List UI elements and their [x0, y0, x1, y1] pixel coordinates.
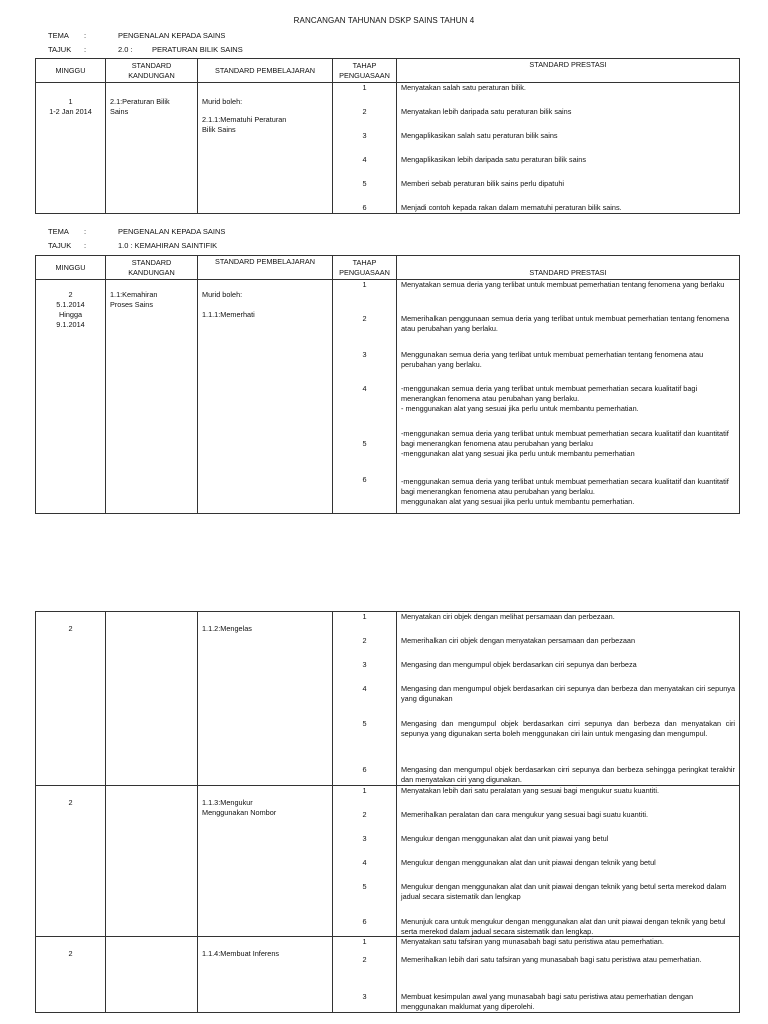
- level-number: 1: [362, 785, 367, 795]
- week-number: 2: [68, 290, 73, 299]
- tajuk-number: 2.0 :: [118, 45, 133, 54]
- level-text: Mengukur dengan menggunakan alat dan unit piawai dengan teknik yang betul serta merekod dalam jadual secara sistematik dan lengkap: [401, 881, 727, 901]
- tema-label: TEMA: [48, 31, 69, 40]
- week-start: 5.1.2014: [56, 299, 85, 309]
- week-end: 9.1.2014: [56, 319, 85, 329]
- level-number: 3: [362, 992, 367, 1002]
- level-text: Menyatakan salah satu peraturan bilik.: [401, 83, 526, 92]
- level-text: [401, 477, 735, 507]
- level-number: 6: [362, 765, 367, 774]
- week-cell: [36, 83, 106, 214]
- tajuk-sep: :: [84, 45, 87, 54]
- level-number: 6: [362, 475, 367, 484]
- header-minggu: MINGGU: [36, 59, 106, 83]
- level-text: Menjadi contoh kepada rakan dalam mematuhi peraturan bilik sains.: [401, 203, 622, 212]
- level-number: 6: [362, 203, 367, 212]
- week-cell: [36, 612, 106, 786]
- table-row: [36, 785, 740, 937]
- level-number-cell: [333, 280, 397, 514]
- header-prestasi: STANDARD PRESTASI: [397, 59, 740, 83]
- level-text: Menyatakan lebih dari satu peralatan yang sesuai bagi mengukur suatu kuantiti.: [401, 785, 659, 795]
- level-text: Mengukur dengan menggunakan alat dan unit piawai dengan teknik yang betul: [401, 857, 656, 867]
- level-number: 4: [362, 155, 367, 164]
- level-number: 3: [362, 833, 367, 843]
- level-number: 5: [362, 719, 367, 728]
- week-cell: [36, 785, 106, 937]
- level-text: Menunjuk cara untuk mengukur dengan menggunakan alat dan unit piawai dengan teknik yang betul serta merekod dalam jadual secara sistematik dan lengkap.: [401, 916, 726, 936]
- header-kandungan: [106, 59, 198, 83]
- level-number: 4: [362, 384, 367, 393]
- level-text: Memberi sebab peraturan bilik sains perlu dipatuhi: [401, 179, 565, 188]
- header-kandungan-line2: KANDUNGAN: [128, 70, 175, 80]
- document-title: RANCANGAN TAHUNAN DSKP SAINS TAHUN 4: [293, 16, 475, 25]
- pembelajaran-cell: [198, 785, 333, 937]
- section3-table: [35, 611, 740, 1013]
- level-number: 3: [362, 131, 367, 140]
- level-text: Menyatakan lebih daripada satu peraturan bilik sains: [401, 107, 572, 116]
- level-number: 2: [362, 314, 367, 323]
- header-tahap-line1: TAHAP: [352, 60, 377, 70]
- level-text-cell: [397, 83, 740, 214]
- level-text: Mengaplikasikan lebih daripada satu peraturan bilik sains: [401, 155, 586, 164]
- kandungan-cell: [106, 280, 198, 514]
- kandungan-line2: Sains: [110, 106, 129, 116]
- table-row: [36, 612, 740, 786]
- pembelajaran-line1: 1.1.1:Memerhati: [202, 309, 255, 319]
- week-date: 1-2 Jan 2014: [49, 106, 92, 116]
- header-minggu: MINGGU: [36, 256, 106, 280]
- level-text: Mengasing dan mengumpul objek berdasarkan ciri sepunya dan berbeza: [401, 660, 637, 669]
- level-number: 2: [362, 809, 367, 819]
- kandungan-line1: 2.1:Peraturan Bilik: [110, 97, 170, 106]
- pembelajaran-intro: Murid boleh:: [202, 97, 243, 106]
- header-tahap-line2: PENGUASAAN: [339, 70, 390, 80]
- level-text: Membuat kesimpulan awal yang munasabah bagi satu peristiwa atau pemerhatian dengan menggunakan maklumat yang diperolehi.: [401, 992, 694, 1012]
- week-number: 2: [68, 949, 73, 959]
- pembelajaran-line1: 2.1.1:Mematuhi Peraturan: [202, 114, 287, 124]
- level-text-line: - menggunakan alat yang sesuai jika perlu untuk membantu pemerhatian.: [401, 403, 639, 413]
- level-text: Mengaplikasikan salah satu peraturan bilik sains: [401, 131, 558, 140]
- level-text: Mengukur dengan menggunakan alat dan unit piawai yang betul: [401, 833, 609, 843]
- tajuk-sep: :: [84, 241, 87, 250]
- tema-sep: :: [84, 227, 87, 236]
- level-text: Memerihalkan penggunaan semua deria yang terlibat untuk membuat pemerhatian tentang fenomena atau perubahan yang berlaku.: [401, 314, 730, 333]
- level-text: Memerihalkan peralatan dan cara mengukur yang sesuai bagi suatu kuantiti.: [401, 809, 649, 819]
- level-text: Menyatakan satu tafsiran yang munasabah bagi satu peristiwa atau pemerhatian.: [401, 937, 664, 947]
- week-number: 2: [68, 797, 73, 807]
- tajuk-value: 1.0 : KEMAHIRAN SAINTIFIK: [118, 241, 218, 250]
- kandungan-cell: [106, 83, 198, 214]
- level-number: 3: [362, 350, 367, 359]
- week-number: 2: [68, 624, 73, 633]
- tajuk-label: TAJUK: [48, 241, 72, 250]
- tema-value: PENGENALAN KEPADA SAINS: [118, 31, 226, 40]
- level-number: 3: [362, 660, 367, 669]
- pembelajaran-intro: Murid boleh:: [202, 290, 243, 299]
- level-text-line: -menggunakan semua deria yang terlibat untuk membuat pemerhatian secara kualitatif dan kuantitatif bagi menerangkan fenomena atau perubahan yang berlaku: [401, 429, 729, 448]
- pembelajaran-cell: [198, 612, 333, 786]
- week-hingga: Hingga: [58, 309, 83, 319]
- level-text: [401, 384, 735, 429]
- level-number: 2: [362, 107, 367, 116]
- pembelajaran-line1: 1.1.2:Mengelas: [202, 624, 252, 633]
- week-number: 1: [68, 97, 73, 106]
- header-kandungan-line1: STANDARD: [131, 257, 172, 267]
- header-kandungan: [106, 256, 198, 280]
- level-number: 1: [362, 612, 367, 621]
- level-number: 4: [362, 684, 367, 693]
- level-number-cell: [333, 937, 397, 1013]
- header-tahap-line1: TAHAP: [352, 257, 377, 267]
- level-number: 1: [362, 83, 367, 92]
- level-number: 6: [362, 916, 367, 926]
- level-text-line: -menggunakan semua deria yang terlibat untuk membuat pemerhatian secara kualitatif dan kuantitatif bagi menerangkan fenomena atau perubahan yang berlaku.: [401, 477, 729, 496]
- pembelajaran-cell: [198, 937, 333, 1013]
- header-prestasi: STANDARD PRESTASI: [397, 256, 740, 280]
- header-kandungan-line2: KANDUNGAN: [128, 267, 175, 277]
- level-number: 1: [362, 280, 367, 289]
- level-text-cell: [397, 937, 740, 1013]
- section1-table: [35, 58, 740, 214]
- kandungan-line1: 1.1:Kemahiran: [110, 290, 158, 299]
- pembelajaran-line2: Bilik Sains: [202, 124, 236, 134]
- level-number: 5: [362, 439, 367, 448]
- level-text: Memerihalkan ciri objek dengan menyatakan persamaan dan perbezaan: [401, 636, 636, 645]
- level-text: Menyatakan semua deria yang terlibat untuk membuat pemerhatian tentang fenomena yang berlaku: [401, 280, 725, 289]
- header-kandungan-line1: STANDARD: [131, 60, 172, 70]
- level-text: Mengasing dan mengumpul objek berdasarkan cirri sepunya dan berbeza dan menyatakan ciri sepunya yang digunakan serta boleh menggunakan ciri lain untuk mengasing dan mengumpul.: [401, 719, 735, 738]
- pembelajaran-cell: [198, 83, 333, 214]
- tajuk-value: PERATURAN BILIK SAINS: [152, 45, 243, 54]
- week-cell: [36, 937, 106, 1013]
- level-number: 5: [362, 179, 367, 188]
- tema-sep: :: [84, 31, 87, 40]
- level-number: 5: [362, 881, 367, 891]
- header-tahap: [333, 256, 397, 280]
- level-text: Mengasing dan mengumpul objek berdasarkan ciri sepunya dan berbeza dan menyatakan ciri sepunya yang digunakan: [401, 684, 735, 703]
- pembelajaran-line1: 1.1.4:Membuat Inferens: [202, 949, 280, 959]
- kandungan-cell: [106, 785, 198, 937]
- level-number: 2: [362, 955, 367, 965]
- week-cell: [36, 280, 106, 514]
- level-text: Mengasing dan mengumpul objek berdasarkan cirri sepunya dan berbeza sehingga peringkat terakhir dan menyatakan ciri yang digunakan.: [401, 765, 735, 784]
- level-number-cell: [333, 612, 397, 786]
- level-text-line: -menggunakan semua deria yang terlibat untuk membuat pemerhatian secara kualitatif bagi menerangkan fenomena atau perubahan yang berlaku.: [401, 384, 698, 403]
- tema-label: TEMA: [48, 227, 69, 236]
- level-text: [401, 429, 735, 477]
- level-text: Menyatakan ciri objek dengan melihat persamaan dan perbezaan.: [401, 612, 615, 621]
- kandungan-line2: Proses Sains: [110, 299, 153, 309]
- table-row: [36, 937, 740, 1013]
- level-number: 2: [362, 636, 367, 645]
- header-pembelajaran: STANDARD PEMBELAJARAN: [198, 59, 333, 83]
- level-number: 4: [362, 857, 367, 867]
- tema-value: PENGENALAN KEPADA SAINS: [118, 227, 226, 236]
- header-pembelajaran: STANDARD PEMBELAJARAN: [198, 256, 333, 280]
- header-tahap: [333, 59, 397, 83]
- level-text-cell: [397, 785, 740, 937]
- level-number-cell: [333, 785, 397, 937]
- tajuk-label: TAJUK: [48, 45, 72, 54]
- level-text-cell: [397, 280, 740, 514]
- section2-table: [35, 255, 740, 514]
- level-number: 1: [362, 937, 367, 947]
- level-text: Menggunakan semua deria yang terlibat untuk membuat pemerhatian tentang fenomena atau perubahan yang berlaku.: [401, 350, 704, 369]
- kandungan-cell: [106, 612, 198, 786]
- header-tahap-line2: PENGUASAAN: [339, 267, 390, 277]
- pembelajaran-line2: Menggunakan Nombor: [202, 807, 277, 817]
- level-number-cell: [333, 83, 397, 214]
- pembelajaran-cell: [198, 280, 333, 514]
- kandungan-cell: [106, 937, 198, 1013]
- level-text: Memerihalkan lebih dari satu tafsiran yang munasabah bagi satu peristiwa atau pemerhatian.: [401, 955, 702, 965]
- level-text-line: -menggunakan alat yang sesuai jika perlu untuk membantu pemerhatian: [401, 448, 635, 458]
- level-text-cell: [397, 612, 740, 786]
- pembelajaran-line1: 1.1.3:Mengukur: [202, 797, 253, 807]
- level-text-line: menggunakan alat yang sesuai jika perlu untuk membantu pemerhatian.: [401, 496, 635, 506]
